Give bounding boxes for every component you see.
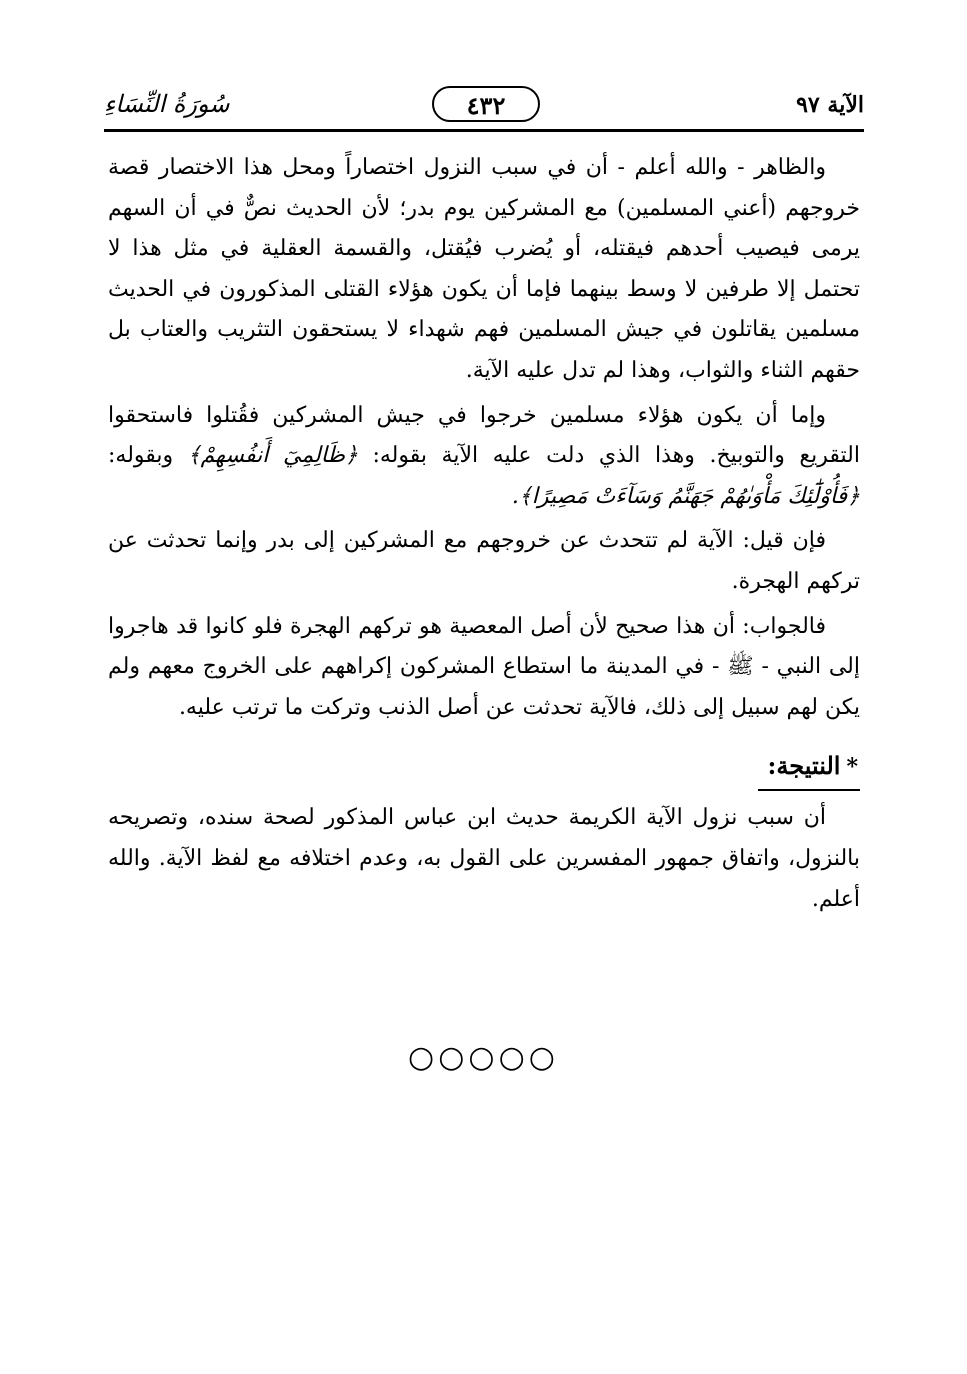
- header-divider: [104, 129, 864, 132]
- paragraph-3: فإن قيل: الآية لم تتحدث عن خروجهم مع المشركين إلى بدر وإنما تحدثت عن تركهم الهجرة.: [108, 528, 860, 594]
- result-heading: [758, 748, 860, 791]
- paragraph-4: فالجواب: أن هذا صحيح لأن أصل المعصية هو تركهم الهجرة فلو كانوا قد هاجروا إلى النبي - ﷺ - في المدينة ما استطاع المشركون إكراههم على الخروج معهم ولم يكن لهم سبيل إلى ذلك، فالآية تحدثت عن أصل الذنب وتركت ما ترتب عليه.: [108, 613, 860, 720]
- paragraph-1: والظاهر - والله أعلم - أن في سبب النزول اختصاراً ومحل هذا الاختصار قصة خروجهم (أعني المسلمين) مع المشركين يوم بدر؛ لأن الحديث نصٌّ في أن السهم يرمى فيصيب أحدهم فيقتله، أو يُضرب فيُقتل، والقسمة العقلية في مثل هذا لا تحتمل إلا طرفين لا وسط بينهما فإما أن يكون هؤلاء القتلى المذكورون في الحديث مسلمين يقاتلون في جيش المسلمين فهم شهداء لا يستحقون التثريب والعتاب بل حقهم الثناء والثواب، وهذا لم تدل عليه الآية.: [108, 155, 860, 383]
- paragraph-2: [108, 396, 860, 518]
- result-heading-row: [108, 748, 860, 792]
- end-ornament: ○○○○○: [408, 1040, 559, 1075]
- quran-quote-1: ﴿ظَالِمِيٓ أَنفُسِهِمْ﴾: [187, 443, 358, 469]
- result-paragraph: أن سبب نزول الآية الكريمة حديث ابن عباس المذكور لصحة سنده، وتصريحه بالنزول، واتفاق جمهور المفسرين على القول به، وعدم اختلافه مع لفظ الآية. والله أعلم.: [108, 805, 860, 912]
- paragraph-2-text: وإما أن يكون هؤلاء مسلمين خرجوا في جيش المشركين فقُتلوا فاستحقوا التقريع والتوبيخ. وهذا الذي دلت عليه الآية بقوله:: [108, 402, 860, 469]
- result-heading-text: النتيجة:: [767, 751, 841, 781]
- verse-reference: الآية ٩٧: [796, 92, 864, 118]
- main-text: [108, 148, 860, 924]
- quran-quote-2: ﴿فَأُوْلَٰٓئِكَ مَأْوَىٰهُمْ جَهَنَّمُ وَسَآءَتْ مَصِيرًا﴾.: [511, 483, 860, 509]
- page-number: ٤٣٢: [432, 86, 540, 122]
- asterisk-icon: *: [846, 754, 858, 781]
- quote-joiner: وبقوله:: [108, 443, 174, 469]
- page-header: [104, 86, 864, 130]
- surah-title: سُورَةُ النِّسَاءِ: [104, 90, 230, 118]
